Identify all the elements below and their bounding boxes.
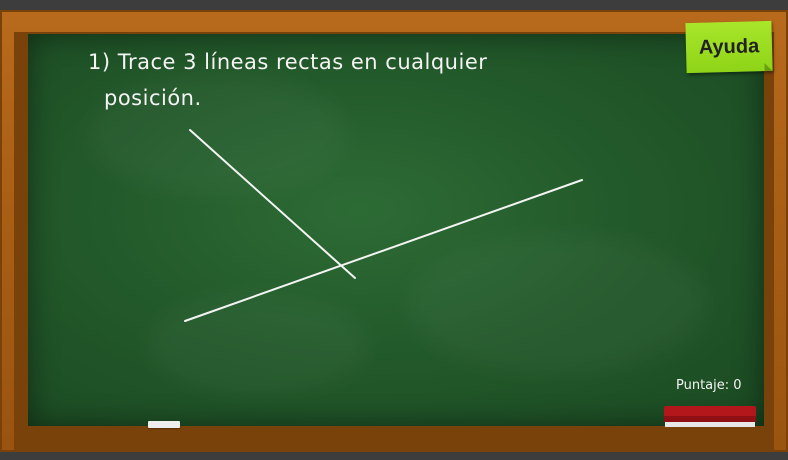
chalk-piece [148, 421, 180, 428]
instruction-line-1: 1) Trace 3 líneas rectas en cualquier [88, 50, 488, 74]
instruction-line-2: posición. [104, 86, 202, 110]
help-button[interactable] [685, 21, 772, 73]
help-button-label: Ayuda [698, 35, 760, 59]
instruction-text [88, 44, 508, 116]
score-display: Puntaje: 0 [676, 378, 742, 393]
eraser[interactable] [664, 406, 756, 428]
drawn-line-1 [190, 130, 355, 278]
sticky-note-fold-icon [764, 63, 772, 71]
drawn-line-2 [185, 180, 582, 321]
eraser-felt [665, 422, 755, 427]
